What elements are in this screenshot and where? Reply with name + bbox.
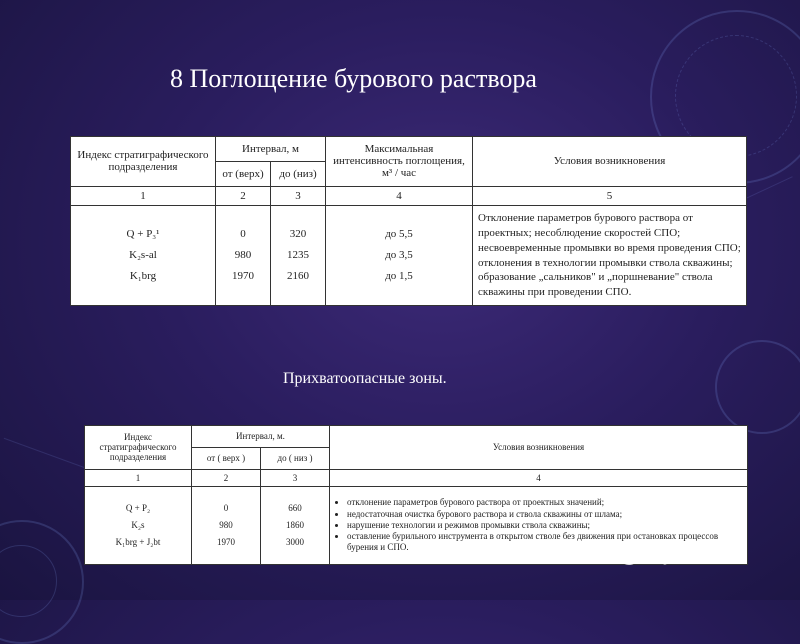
to-cell [261, 487, 330, 565]
header-index: Индекс стратиграфического подразделения [85, 426, 192, 470]
table-cell: до 5,5 [385, 228, 413, 241]
table-cell: 980 [234, 249, 252, 262]
section-subtitle: Прихватоопасные зоны. [283, 370, 447, 387]
list-item: • отклонение параметров бурового раствора от проектных значений; [347, 497, 742, 508]
table-cell: 1235 [287, 249, 309, 262]
col-number: 4 [326, 186, 473, 205]
table-cell: K₁brg [129, 269, 157, 282]
table-cell: K₁brg + J₂bt [115, 537, 161, 548]
header-from: от ( верх ) [192, 447, 261, 469]
list-item: • нарушение технологии и режимов промывки ствола скважины; [347, 520, 742, 531]
to-cell [271, 206, 326, 306]
slide-title: 8 Поглощение бурового раствора [170, 64, 537, 93]
table-cell: 660 [288, 502, 302, 513]
header-conditions: Условия возникновения [330, 426, 748, 470]
absorption-table [70, 136, 747, 306]
table-cell: до 1,5 [385, 269, 413, 282]
col-number: 3 [261, 469, 330, 486]
header-index: Индекс стратиграфического подразделения [71, 137, 216, 187]
from-cell [216, 206, 271, 306]
col-number: 2 [216, 186, 271, 205]
watermark-text: MyShared [644, 540, 749, 565]
col-number: 1 [71, 186, 216, 205]
table-cell: 0 [223, 502, 229, 513]
header-intensity: Максимальная интенсивность поглощения, м³ / час [326, 137, 473, 187]
table-cell: 320 [289, 228, 307, 241]
header-to: до (низ) [271, 161, 326, 186]
header-to: до ( низ ) [261, 447, 330, 469]
watermark [618, 540, 748, 566]
index-cell [71, 206, 216, 306]
intensity-cell [326, 206, 473, 306]
table-cell: 3000 [286, 537, 304, 548]
table-cell: до 3,5 [385, 249, 413, 262]
table-cell: Q + P₂ [125, 502, 151, 513]
table-cell: Q + P₃¹ [126, 228, 160, 241]
from-cell [192, 487, 261, 565]
table-cell: 2160 [287, 269, 309, 282]
header-from: от (верх) [216, 161, 271, 186]
list-item: • недостаточная очистка бурового раствора и ствола скважины от шлама; [347, 509, 742, 520]
header-interval: Интервал, м. [192, 426, 330, 448]
table-cell: 1860 [286, 519, 304, 530]
share-icon [618, 543, 640, 565]
table-cell: 980 [219, 519, 233, 530]
table-cell: 0 [240, 228, 246, 241]
table-cell: K₂s-al [129, 249, 157, 262]
decor-circle [715, 340, 800, 434]
col-number: 1 [85, 469, 192, 486]
table-cell: 1970 [232, 269, 254, 282]
header-interval: Интервал, м [216, 137, 326, 162]
list-item: • оставление бурильного инструмента в открытом стволе без движения при остановках процессов бурения и СПО. [347, 531, 742, 554]
header-conditions: Условия возникновения [473, 137, 747, 187]
conditions-cell: Отклонение параметров бурового раствора от проектных; несоблюдение скоростей СПО; несвоевременные промывки во время проведения СПО; отклонения в технологии промывки ствола скважины; образование „сальников" и „поршневание" ствола скважины при проведении СПО. [473, 206, 747, 306]
index-cell [85, 487, 192, 565]
col-number: 2 [192, 469, 261, 486]
col-number: 4 [330, 469, 748, 486]
col-number: 5 [473, 186, 747, 205]
col-number: 3 [271, 186, 326, 205]
table-cell: 1970 [217, 537, 235, 548]
table-cell: K₂s [131, 519, 145, 530]
